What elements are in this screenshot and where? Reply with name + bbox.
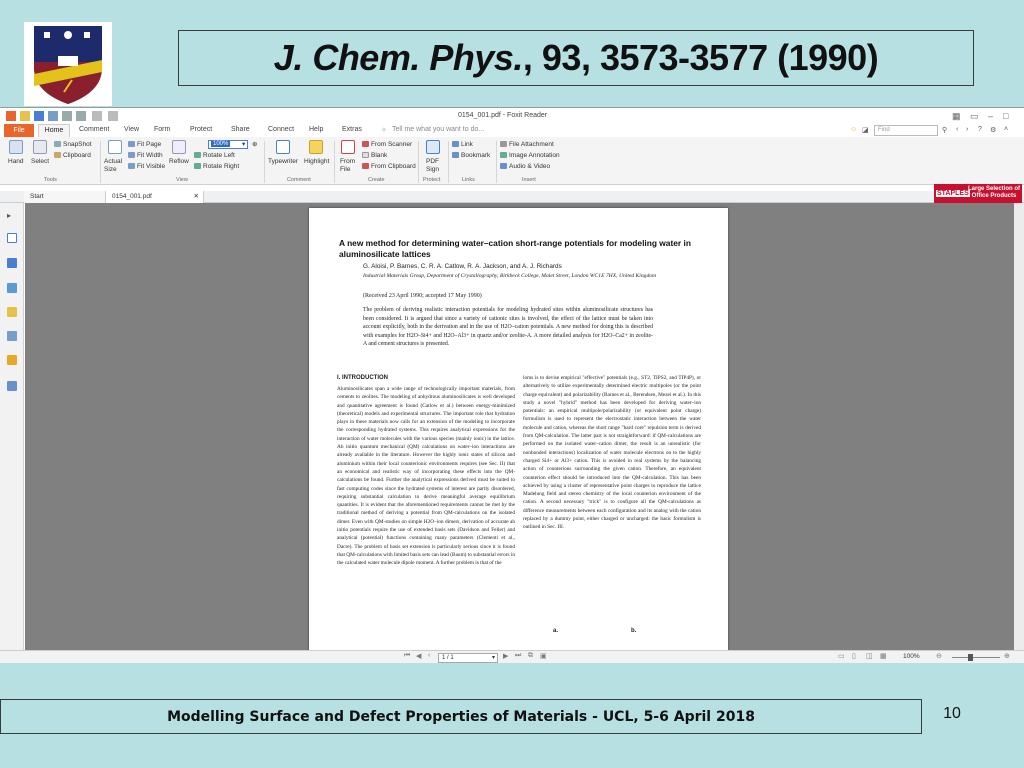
fit-visible-icon xyxy=(128,163,135,169)
figure-label-b: b. xyxy=(631,628,637,634)
tab-document[interactable]: 0154_001.pdf ✕ xyxy=(106,191,204,203)
next-result-icon[interactable]: › xyxy=(966,126,969,133)
navigation-panel xyxy=(0,203,24,653)
continuous-icon[interactable]: ▯ xyxy=(852,653,856,660)
rotate-right-button[interactable]: Rotate Right xyxy=(194,163,239,170)
divider xyxy=(496,141,497,183)
zoom-select[interactable]: 100% xyxy=(208,140,248,149)
group-protect-label: Protect xyxy=(423,177,441,183)
quick-access-toolbar xyxy=(0,108,1024,124)
clipboard-button[interactable]: Clipboard xyxy=(54,152,91,159)
minimize-icon[interactable]: ▭ xyxy=(970,111,979,121)
paper-title: A new method for determining water–cation short-range potentials for modeling water in aluminosilicate lattices xyxy=(339,238,691,259)
help-icon[interactable]: ? xyxy=(978,126,982,133)
from-file-button[interactable]: From File xyxy=(340,158,356,173)
ribbon-tabs xyxy=(0,124,1024,137)
fit-page-button[interactable]: Fit Page xyxy=(128,141,161,148)
actual-size-button[interactable]: Actual Size xyxy=(104,158,123,173)
reflow-button[interactable]: Reflow xyxy=(169,158,189,165)
paper-authors: G. Aloisi, P. Barnes, C. R. A. Catlow, R. A. Jackson, and A. J. Richards xyxy=(363,263,562,270)
zoom-level: 100% xyxy=(903,653,920,660)
app-icon[interactable] xyxy=(6,111,16,121)
prev-result-icon[interactable]: ‹ xyxy=(956,126,959,133)
attachments-icon[interactable] xyxy=(7,307,17,317)
link-button[interactable]: Link xyxy=(452,141,473,148)
open-icon[interactable] xyxy=(20,111,30,121)
divider xyxy=(418,141,419,183)
layers-icon[interactable] xyxy=(7,258,17,268)
group-comment-label: Comment xyxy=(287,177,311,183)
tab-home[interactable]: Home xyxy=(38,124,70,137)
tab-protect[interactable]: Protect xyxy=(190,126,213,133)
foxit-reader-window xyxy=(0,107,1024,663)
undo-icon[interactable] xyxy=(62,111,72,121)
ad-text: Large Selection of Office Products xyxy=(967,186,1020,199)
page-number-input[interactable]: 1 / 1 ▾ xyxy=(438,653,498,663)
group-insert-label: Insert xyxy=(522,177,536,183)
print-icon[interactable] xyxy=(48,111,58,121)
attachment-icon xyxy=(500,141,507,147)
tab-share[interactable]: Share xyxy=(231,126,250,133)
from-file-icon[interactable] xyxy=(341,140,355,154)
expand-panel-icon[interactable]: ▸ xyxy=(7,211,12,220)
slide-title xyxy=(178,30,974,86)
group-tools-label: Tools xyxy=(44,177,57,183)
bookmark-icon xyxy=(452,152,459,158)
tab-file[interactable]: File xyxy=(4,124,34,137)
pdf-sign-button[interactable]: PDF Sign xyxy=(426,158,440,173)
tab-form[interactable]: Form xyxy=(154,126,171,133)
zoom-slider-handle[interactable] xyxy=(968,654,973,661)
zoom-in-icon[interactable]: ⊕ xyxy=(252,141,258,148)
next-page-icon[interactable]: ▶ xyxy=(503,653,509,660)
zoom-slider[interactable] xyxy=(952,657,1000,658)
paper-abstract: The problem of deriving realistic interaction potentials for modeling hydrated sites within aluminosilicate structures has been considered. It is argued that since a variety of cationic sites is involved, the effect of the lattice must be taken into account explicitly, both in the derivation and in the use of H2O–cation potentials. A new method for doing this is described with examples for H2O–Si4+ and H2O–Al3+ in quartz and/or zeolite-A. A more detailed analysis for H2O–Ca2+ in zeolite-A and cement structures is presented. xyxy=(363,307,653,348)
divider xyxy=(334,141,335,183)
from-scanner-button[interactable]: From Scanner xyxy=(362,141,412,148)
last-page-icon[interactable]: ⏭ xyxy=(515,652,522,659)
file-attachment-button[interactable]: File Attachment xyxy=(500,141,554,148)
column-right: loms is to devise empirical "effective" potentials (e.g., ST2, TIPS2, and TIP4P), or alternatively to utilize experimentally determined electric multipoles (or the point charge equivalent) and polarizability (Barnes et al., Berendsen, Mezei et al.). In this study a novel "hybrid" method has been developed for deriving water–ion potentials: an empirical multipole/polarizability (or equivalent point charge) formulism is used to represent the electrostatic interaction between the water molecule and cation, whereas the short range "hard core" repulsion term is derived from QM-calculation. The latter part is not straightforward: if QM-calculations are performed on the isolated water–cation dimer, the result is an unrealistic (for nonbonded interactions) localization of water molecule electrons on to the highly charged Si4+ or Al3+ cation. This is avoided in real systems by the balancing action of counterions surrounding the given cation. Therefore, an equivalent counterion effect should be introduced into the QM-calculation. This has been achieved by using a cluster of representative point charges to reproduce the lattice Madelung field and stereo chemistry of the local counterion environment of the cation. A second necessary "trick" is to configure all the QM-calculations as difference measurements between each configuration and its analog with the cation replaced by a dummy point, either charged or uncharged: the basic formulism is outlined in Sec. III. xyxy=(523,375,701,531)
clipboard-icon xyxy=(54,152,61,158)
column-left: Aluminosilicates span a wide range of technologically important materials, from cements to zeolites. The modeling of anhydrous aluminosilicates is well developed and quantitative agreement is found (Catlow et al.) between energy-minimized (theoretical) models and experimental structures. The important role that hydration plays in these materials now calls for an extension of the modeling to incorporate the corresponding hydrated systems. This requires analytical expressions for the interaction of water molecules with the various species (mainly ionic) in the lattice. Ab initio quantum mechanical (QM) calculations on water–ion interactions are already available in the literature. However the highly ionic states of silicon and aluminium within their local counterionic environments requires (see Sec. II) that an economical and realistic way of incorporating these effects into the QM-calculations be found. Further the analytical expressions derived must be suited to fast computing codes since the hydrated systems of interest are partly disordered, requiring substantial calculation to derive meaningful average equilibrium quantities. It is evident that the aforementioned requirements cannot be met by the traditional method of deriving a potential from QM-calculations on the isolated dimer. Even with QM-studies on simple H2O–ion dimers, derivation of accurate ab initio potentials require the use of extended basis sets (Davidson and Feller) and analytical (potential) functions containing many parameters (Clementi et al., Dacre). The problem of basis set extension is particularly serious since it is found that QM-calculations with limited basis sets can lead (Baum) to substantial errors in the calculated water molecule dipole moment. A further problem is that of the xyxy=(337,386,515,567)
figure-label-a: a. xyxy=(553,628,559,634)
slide-page-number: 10 xyxy=(943,705,961,722)
status-bar xyxy=(0,650,1024,663)
copy-icon[interactable]: ⧉ xyxy=(528,652,533,659)
group-view-label: View xyxy=(176,177,188,183)
divider xyxy=(100,141,101,183)
tab-connect[interactable]: Connect xyxy=(268,126,295,133)
slide-footer xyxy=(0,699,922,734)
home-ribbon xyxy=(0,137,1024,185)
from-clipboard-button[interactable]: From Clipboard xyxy=(362,163,416,170)
search-icon[interactable]: ⚲ xyxy=(942,127,948,134)
single-page-icon[interactable]: ▭ xyxy=(838,653,845,660)
actual-size-icon[interactable] xyxy=(108,140,122,154)
tell-me-box[interactable]: Tell me what you want to do... xyxy=(392,126,485,133)
cover-icon[interactable]: ▦ xyxy=(880,653,887,660)
fit-view-icon[interactable]: ▣ xyxy=(540,653,547,660)
lock-icon[interactable] xyxy=(7,355,17,365)
attachment-clip-icon[interactable] xyxy=(7,331,17,341)
smiley-icon[interactable]: ☺ xyxy=(850,126,858,133)
vertical-scrollbar[interactable] xyxy=(1014,203,1024,650)
fit-visible-button[interactable]: Fit Visible xyxy=(128,163,165,170)
link-icon xyxy=(452,141,459,147)
fit-width-icon xyxy=(128,152,135,158)
staples-ad-banner[interactable] xyxy=(934,184,1022,204)
first-page-icon[interactable]: ⏮ xyxy=(404,652,411,659)
maximize-icon[interactable]: □ xyxy=(1003,111,1009,121)
paper-received: (Received 23 April 1990; accepted 17 May 1990) xyxy=(363,293,482,299)
audio-video-button[interactable]: Audio & Video xyxy=(500,163,550,170)
typewriter-icon[interactable] xyxy=(276,140,290,154)
tab-start[interactable]: Start xyxy=(24,191,106,203)
from-clipboard-icon xyxy=(362,163,369,169)
pages-icon[interactable] xyxy=(7,233,17,243)
snapshot-button[interactable]: SnapShot xyxy=(54,141,92,148)
fit-page-icon xyxy=(128,141,135,147)
zoom-out-icon[interactable]: ⊖ xyxy=(936,653,942,660)
blank-button[interactable]: Blank xyxy=(362,152,387,159)
window-title: 0154_001.pdf - Foxit Reader xyxy=(458,112,548,119)
ribbon-options-icon[interactable]: ▦ xyxy=(952,111,961,121)
document-tabs xyxy=(0,191,1024,203)
prev-view-icon[interactable]: ‹ xyxy=(428,652,431,659)
highlight-button[interactable]: Highlight xyxy=(304,158,330,165)
video-icon xyxy=(500,163,507,169)
hand-button[interactable]: Hand xyxy=(8,158,24,165)
paper-affiliation: Industrial Materials Group, Department of Crystallography, Birkbeck College, Malet Street, London WC1E 7HX, United Kingdom xyxy=(363,273,657,279)
hand-tool-icon[interactable] xyxy=(92,111,102,121)
reflow-icon[interactable] xyxy=(172,140,186,154)
select-icon[interactable] xyxy=(33,140,47,154)
group-create-label: Create xyxy=(368,177,385,183)
customize-icon[interactable] xyxy=(108,111,118,121)
select-button[interactable]: Select xyxy=(31,158,50,165)
university-crest-logo xyxy=(24,22,112,106)
rotate-right-icon xyxy=(194,163,201,169)
hand-icon[interactable] xyxy=(9,140,23,154)
redo-icon[interactable] xyxy=(76,111,86,121)
minimize-button-icon[interactable]: – xyxy=(988,111,994,121)
group-links-label: Links xyxy=(462,177,475,183)
save-icon[interactable] xyxy=(34,111,44,121)
snapshot-icon xyxy=(54,141,61,147)
divider xyxy=(448,141,449,183)
facing-icon[interactable]: ◫ xyxy=(866,653,873,660)
section-heading: I. INTRODUCTION xyxy=(337,375,388,381)
comments-icon[interactable] xyxy=(7,283,17,293)
tab-extras[interactable]: Extras xyxy=(342,126,362,133)
zoom-in-status-icon[interactable]: ⊕ xyxy=(1004,653,1010,660)
bookmark-button[interactable]: Bookmark xyxy=(452,152,490,159)
scanner-icon xyxy=(362,141,369,147)
tools-icon[interactable] xyxy=(7,381,17,391)
rotate-left-button[interactable]: Rotate Left xyxy=(194,152,235,159)
blank-icon xyxy=(362,152,369,158)
image-annotation-button[interactable]: Image Annotation xyxy=(500,152,560,159)
typewriter-button[interactable]: Typewriter xyxy=(268,158,298,165)
tab-comment[interactable]: Comment xyxy=(79,126,110,133)
rotate-left-icon xyxy=(194,152,201,158)
lightbulb-icon: ✧ xyxy=(381,127,387,134)
staples-logo: STAPLES xyxy=(937,190,969,197)
citation: , 93, 3573-3577 (1990) xyxy=(522,37,879,78)
settings-icon[interactable]: ⚙ xyxy=(990,127,997,134)
find-input[interactable]: Find xyxy=(874,125,938,136)
pdf-sign-icon[interactable] xyxy=(426,140,440,154)
skin-icon[interactable]: ◪ xyxy=(862,127,869,134)
highlight-icon[interactable] xyxy=(309,140,323,154)
footer-text: Modelling Surface and Defect Properties of Materials - UCL, 5-6 April 2018 xyxy=(167,708,755,725)
collapse-ribbon-icon[interactable]: ˄ xyxy=(1004,126,1009,133)
journal-name: J. Chem. Phys. xyxy=(273,37,523,78)
zoom-dropdown-icon[interactable]: ▾ xyxy=(242,141,246,148)
divider xyxy=(264,141,265,183)
pdf-page xyxy=(309,208,728,663)
close-tab-icon[interactable]: ✕ xyxy=(193,193,199,200)
fit-width-button[interactable]: Fit Width xyxy=(128,152,163,159)
tab-view[interactable]: View xyxy=(124,126,140,133)
image-icon xyxy=(500,152,507,158)
prev-page-icon[interactable]: ◀ xyxy=(416,653,422,660)
tab-help[interactable]: Help xyxy=(309,126,324,133)
